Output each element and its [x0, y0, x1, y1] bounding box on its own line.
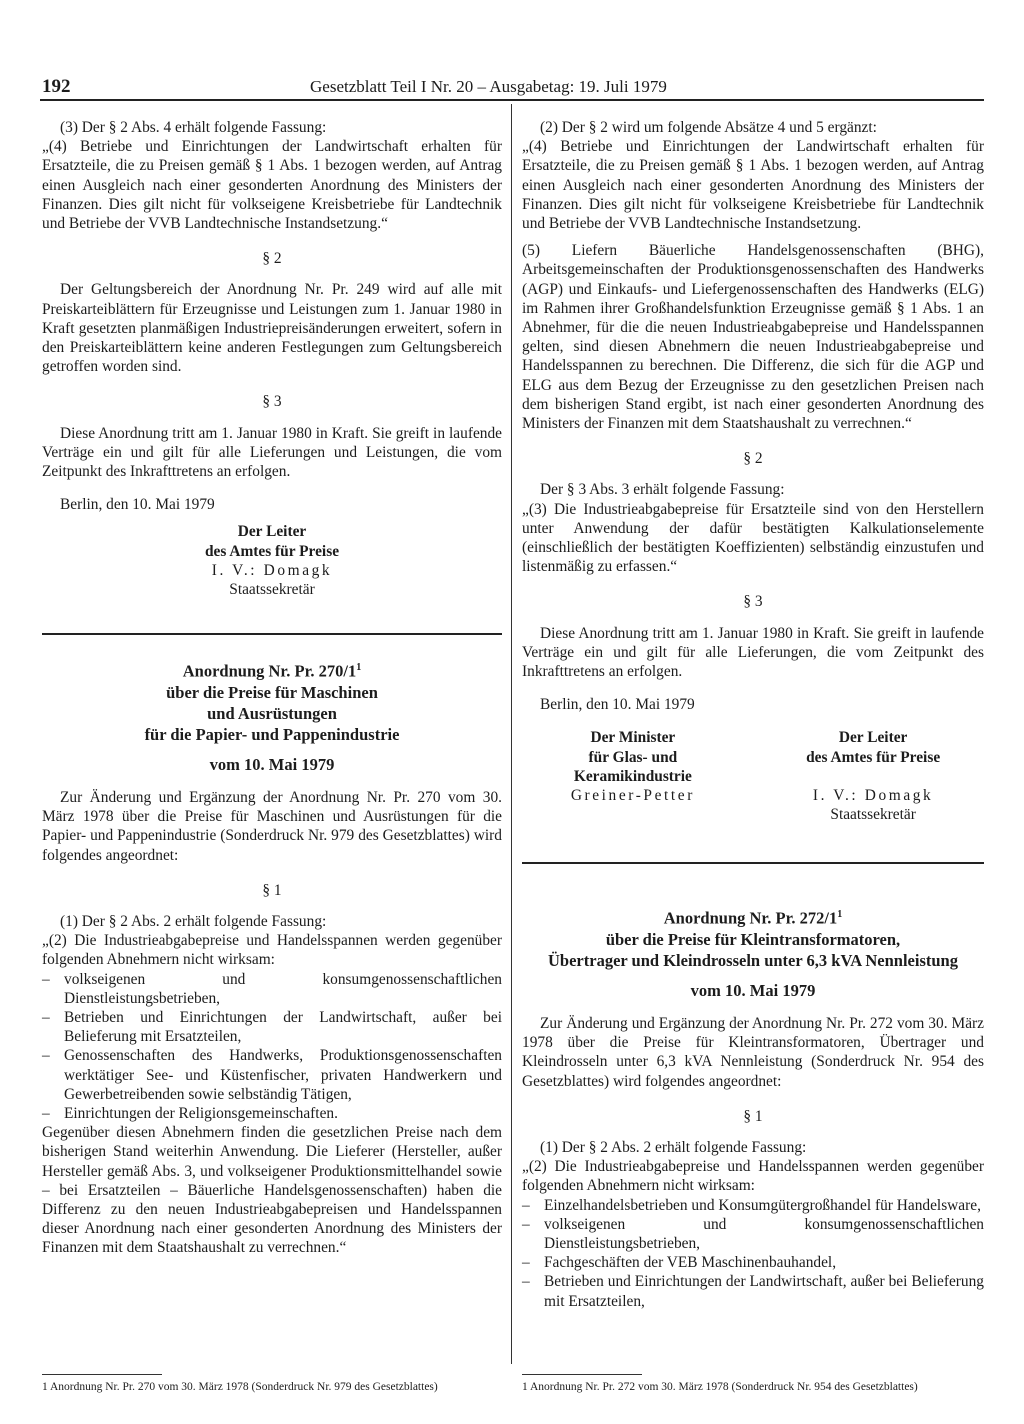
signature-title: Der Minister [590, 729, 676, 747]
section-heading: § 3 [743, 593, 763, 611]
signatory-name: I. V.: Domagk [211, 561, 333, 579]
signature-title: Der Leiter [237, 523, 307, 541]
column-divider [511, 104, 512, 1364]
list-item: – volkseigenen und konsumgenossenschaftlichen Dienstleistungsbetrieben, [42, 970, 502, 1008]
place-date: Berlin, den 10. Mai 1979 [540, 696, 695, 714]
paragraph: „(2) Die Industrieabgabepreise und Handelsspannen werden gegenüber folgenden Abnehmern nicht wirksam: [42, 932, 502, 969]
ordinance-title-line: Anordnung Nr. Pr. 272/1 [663, 908, 838, 928]
footnote-rule [42, 1374, 162, 1375]
dash-list [42, 970, 502, 1124]
paragraph: Der Geltungsbereich der Anordnung Nr. Pr. 249 wird auf alle mit Preiskarteiblättern für Erzeugnisse und Leistungen zum 1. Januar 1980 in Kraft gesetzten planmäßigen Industriepreisänderungen erweitert, sofern in den Preiskarteiblättern keine anderen Festlegungen zum Geltungsbereich getroffen worden sind. [42, 281, 502, 376]
place-date: Berlin, den 10. Mai 1979 [60, 496, 215, 514]
signature-title: Der Leiter [838, 729, 908, 747]
paragraph: „(2) Die Industrieabgabepreise und Handelsspannen werden gegenüber folgenden Abnehmern nicht wirksam: [522, 1158, 984, 1195]
ordinance-title-line: Anordnung Nr. Pr. 270/1 [182, 661, 357, 681]
paragraph: Der § 3 Abs. 3 erhält folgende Fassung: [540, 481, 785, 499]
footnote-rule [522, 1374, 642, 1375]
header-rule [40, 99, 984, 101]
paragraph: Zur Änderung und Ergänzung der Anordnung Nr. Pr. 270 vom 30. März 1978 über die Preise für Maschinen und Ausrüstungen für die Papier- und Pappenindustrie (Sonderdruck Nr. 979 des Gesetzblattes) wird folgendes angeordnet: [42, 788, 502, 864]
section-heading: § 3 [262, 393, 282, 411]
paragraph: (3) Der § 2 Abs. 4 erhält folgende Fassung: [60, 119, 327, 136]
paragraph: Diese Anordnung tritt am 1. Januar 1980 in Kraft. Sie greift in laufende Verträge ein und gilt für alle Lieferungen, die vom Zeitpunkt des Inkrafttretens an erfolgen. [522, 624, 984, 681]
signatory-role: Staatssekretär [830, 806, 916, 824]
header-title: Gesetzblatt Teil I Nr. 20 – Ausgabetag: 19. Juli 1979 [310, 77, 667, 96]
paragraph: Zur Änderung und Ergänzung der Anordnung Nr. Pr. 272 vom 30. März 1978 über die Preise für Kleintransformatoren, Übertrager und Kleindrosseln unter 6,3 kVA Nennleistung (Sonderdruck Nr. 954 des Gesetzblattes) wird folgendes angeordnet: [522, 1015, 984, 1090]
footnote-marker: 1 [837, 909, 843, 921]
list-item: – Fachgeschäften der VEB Maschinenbauhandel, [522, 1253, 984, 1272]
paragraph: „(4) Betriebe und Einrichtungen der Landwirtschaft erhalten für Ersatzteile, die zu Preisen gemäß § 1 Abs. 1 bezogen werden, auf Antrag einen Ausgleich nach einer gesonderten Anordnung des Ministers der Finanzen. Dies gilt nicht für volkseigene Kreisbetriebe für Landtechnik und Betriebe der VVB Landtechnische Instandsetzung.“ [42, 138, 502, 233]
footnote: 1 Anordnung Nr. Pr. 270 vom 30. März 1978 (Sonderdruck Nr. 979 des Gesetzblattes) [42, 1381, 438, 1393]
section-heading: § 1 [262, 881, 282, 899]
signature-title: Keramikindustrie [573, 767, 692, 785]
signatory-name: Greiner-Petter [570, 787, 695, 805]
signature-title: des Amtes für Preise [806, 748, 941, 766]
section-heading: § 2 [262, 250, 282, 268]
right-column [522, 118, 984, 1311]
footnote-marker: 1 [356, 662, 362, 674]
left-column [42, 118, 502, 1258]
list-item: – volkseigenen und konsumgenossenschaftlichen Dienstleistungsbetrieben, [522, 1215, 984, 1253]
paragraph: (5) Liefern Bäuerliche Handelsgenossenschaften (BHG), Arbeitsgemeinschaften der Produktionsgenossenschaften des Handwerks (AGP) und Einkaufs- und Liefergenossenschaften des Handwerks (ELG) im Rahmen ihrer Großhandelsfunktion Erzeugnisse gemäß § 1 Abs. 1 an Abnehmer, für die die neuen Industrieabgabepreise und Handelsspannen gelten, sind diesen Abnehmern die neuen Industrieabgabepreise und Handelsspannen zu berechnen. Die Differenz, die sich für die AGP und ELG aus dem Bezug der Erzeugnisse zu den gesetzlichen Preisen nach dem bisherigen Stand ergibt, ist nach einer gesonderten Anordnung des Ministers der Finanzen mit dem Staatshaushalt zu verrechnen.“ [522, 242, 984, 433]
signature-block [42, 522, 502, 599]
list-item: – Einrichtungen der Religionsgemeinschaften. [42, 1104, 502, 1123]
paragraph: „(4) Betriebe und Einrichtungen der Landwirtschaft erhalten für Ersatzteile, die zu Preisen gemäß § 1 Abs. 1 bezogen werden, auf Antrag einen Ausgleich nach einer gesonderten Anordnung des Ministers der Finanzen. Dies gilt nicht für volkseigene Kreisbetriebe für Landtechnik und Betriebe der VVB Landtechnische Instandsetzung. [522, 138, 984, 233]
ordinance-title [522, 904, 984, 971]
signature-block [522, 728, 744, 824]
paragraph: „(3) Die Industrieabgabepreise für Ersatzteile sind von den Herstellern unter Anwendung der dafür bestätigten Kalkulationselemente (einschließlich der bestätigten Koeffizienten) selbständig einzustufen und listenmäßig zu erfassen.“ [522, 500, 984, 576]
signature-title: des Amtes für Preise [204, 542, 340, 560]
ordinance-date: vom 10. Mai 1979 [209, 754, 335, 774]
signatory-role: Staatssekretär [229, 581, 315, 599]
ordinance-title-line: und Ausrüstungen [207, 703, 337, 723]
section-heading: § 1 [743, 1107, 763, 1125]
signature-block [762, 728, 984, 824]
footnote: 1 Anordnung Nr. Pr. 272 vom 30. März 1978 (Sonderdruck Nr. 954 des Gesetzblattes) [522, 1381, 918, 1393]
ordinance-title-line: über die Preise für Maschinen [166, 682, 378, 702]
signatory-name: I. V.: Domagk [812, 786, 934, 804]
paragraph: (1) Der § 2 Abs. 2 erhält folgende Fassung: [60, 912, 327, 930]
signature-title: für Glas- und [588, 748, 678, 766]
list-item: – Betrieben und Einrichtungen der Landwirtschaft, außer bei Belieferung mit Ersatzteilen, [42, 1008, 502, 1046]
paragraph: (1) Der § 2 Abs. 2 erhält folgende Fassung: [540, 1139, 807, 1157]
list-item: – Genossenschaften des Handwerks, Produktionsgenossenschaften werktätiger See- und Küstenfischer, privaten Handwerkern und Gewerbetreibenden sowie selbständig Tätigen, [42, 1046, 502, 1104]
ordinance-title [42, 657, 502, 745]
paragraph: Gegenüber diesen Abnehmern finden die gesetzlichen Preise nach dem bisherigen Stand weiterhin Anwendung. Die Lieferer (Hersteller, außer Hersteller gemäß Abs. 3, und volkseigener Produktionsmittelhandel sowie – bei Ersatzteilen – Bäuerliche Handelsgenossenschaften) haben die Differenz zu den neuen Industrieabgabepreisen und Handelsspannen dieser Anordnung nach einer gesonderten Anordnung des Ministers der Finanzen mit dem Staatshaushalt zu verrechnen.“ [42, 1124, 502, 1257]
list-item: – Einzelhandelsbetrieben und Konsumgütergroßhandel für Handelsware, [522, 1196, 984, 1215]
paragraph: (2) Der § 2 wird um folgende Absätze 4 und 5 ergänzt: [540, 119, 877, 136]
paragraph: Diese Anordnung tritt am 1. Januar 1980 in Kraft. Sie greift in laufende Verträge ein und gilt für alle Lieferungen und Leistungen, die vom Zeitpunkt des Inkrafttretens an erfolgen. [42, 424, 502, 481]
ordinance-title-line: für die Papier- und Pappenindustrie [144, 724, 400, 744]
section-divider [42, 633, 502, 635]
dash-list [522, 1196, 984, 1311]
ordinance-date: vom 10. Mai 1979 [690, 980, 816, 1000]
section-divider [522, 862, 984, 864]
section-heading: § 2 [743, 450, 763, 468]
ordinance-title-line: Übertrager und Kleindrosseln unter 6,3 kVA Nennleistung [548, 950, 958, 970]
page-number: 192 [42, 76, 71, 97]
list-item: – Betrieben und Einrichtungen der Landwirtschaft, außer bei Belieferung mit Ersatzteilen, [522, 1272, 984, 1310]
ordinance-title-line: über die Preise für Kleintransformatoren, [605, 929, 901, 949]
signature-row [522, 728, 984, 824]
